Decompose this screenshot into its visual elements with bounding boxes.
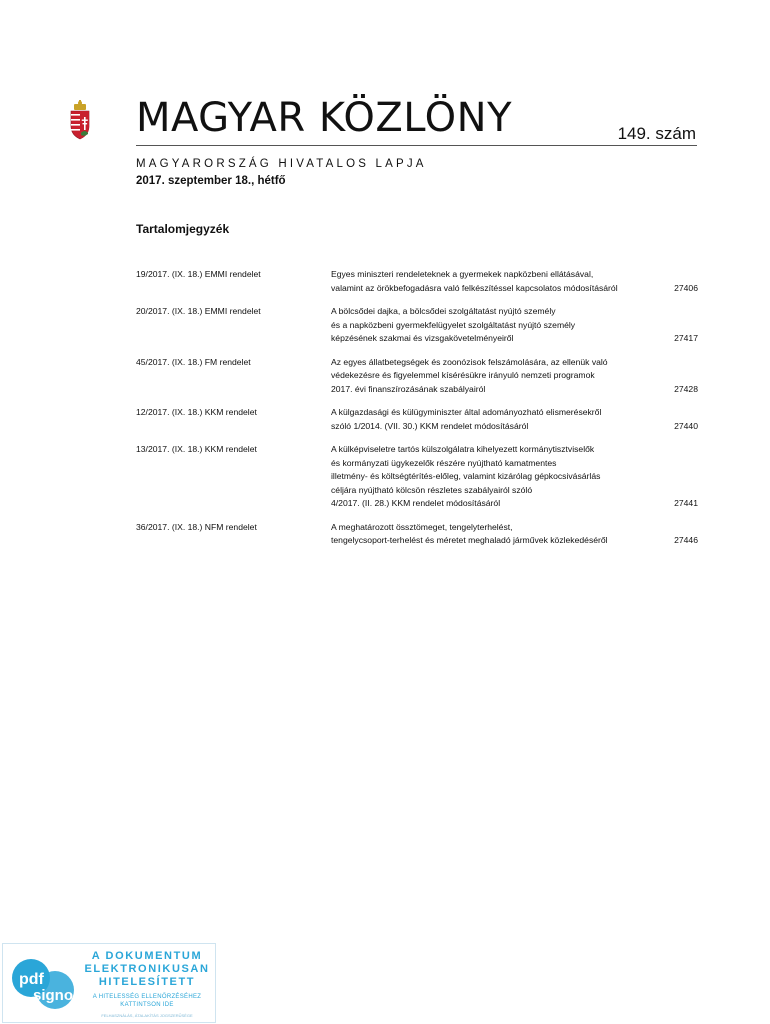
toc-entry-description (331, 305, 658, 346)
toc-entry-line: Az egyes állatbetegségek és zoonózisok felszámolására, az ellenük való (331, 356, 608, 367)
toc-entry-line: A meghatározott össztömeget, tengelyterhelést, (331, 521, 513, 532)
toc-entry-line: valamint az örökbefogadásra való felkészítéssel kapcsolatos módosításáról (331, 282, 618, 293)
toc-entry-description (331, 521, 658, 548)
table-of-contents (136, 268, 698, 548)
toc-entry-line: A bölcsődei dajka, a bölcsődei szolgáltatást nyújtó személy (331, 306, 556, 316)
toc-entry-page: 27417 (674, 333, 698, 343)
toc-entry-description (331, 268, 658, 295)
publication-date: 2017. szeptember 18., hétfő (136, 175, 286, 187)
toc-entry-line: A külgazdasági és külügyminiszter által adományozható elismerésekről (331, 407, 602, 417)
toc-entry-line: képzésének szakmai és vizsgakövetelményeiről (331, 333, 514, 343)
publication-subtitle: MAGYARORSZÁG HIVATALOS LAPJA (136, 158, 427, 170)
toc-entry-description (331, 356, 658, 397)
toc-entry-line: Egyes miniszteri rendeleteknek a gyermekek napközbeni ellátásával, (331, 269, 594, 279)
toc-entry-line: védekezésre és figyelemmel kísérésükre irányuló nemzeti programok (331, 370, 595, 380)
pdfsigno-logo-icon (9, 954, 81, 1012)
toc-entry-line: szóló 1/2014. (VII. 30.) KKM rendelet módosításáról (331, 420, 529, 431)
logo-text-signo: signo (33, 987, 73, 1004)
issue-number: 149. szám (617, 124, 696, 143)
header-divider (136, 145, 697, 146)
toc-entry-reference: 12/2017. (IX. 18.) KKM rendelet (136, 407, 257, 417)
toc-entry-page: 27428 (674, 383, 698, 394)
toc-entry-description (331, 443, 658, 511)
toc-entry-reference: 45/2017. (IX. 18.) FM rendelet (136, 356, 251, 367)
toc-entry[interactable] (136, 268, 698, 295)
logo-text-pdf: pdf (19, 971, 44, 988)
toc-entry[interactable] (136, 305, 698, 346)
toc-entry-page: 27446 (674, 535, 698, 545)
badge-line: ELEKTRONIKUSAN (84, 963, 210, 975)
toc-entry-line: tengelycsoport-terhelést és méretet meghaladó járművek közlekedéséről (331, 535, 608, 545)
toc-entry-page: 27406 (674, 282, 698, 293)
toc-entry-reference: 13/2017. (IX. 18.) KKM rendelet (136, 444, 257, 454)
toc-entry[interactable] (136, 406, 698, 433)
toc-entry-line: és a napközbeni gyermekfelügyelet szolgáltatást nyújtó személy (331, 319, 576, 330)
toc-entry-page: 27440 (674, 420, 698, 431)
badge-verify-line: A HITELESSÉG ELLENŐRZÉSÉHEZ (92, 994, 202, 1000)
toc-entry-line: 4/2017. (II. 28.) KKM rendelet módosításáról (331, 498, 501, 508)
badge-line: A DOKUMENTUM (91, 950, 203, 962)
toc-entry[interactable] (136, 356, 698, 397)
e-signature-badge[interactable] (2, 943, 216, 1023)
toc-entry-reference: 19/2017. (IX. 18.) EMMI rendelet (136, 269, 261, 279)
toc-entry-line: és kormányzati ügykezelők részére nyújtható kamatmentes (331, 457, 557, 468)
toc-heading: Tartalomjegyzék (136, 222, 230, 236)
toc-entry-line: céljára nyújtható kölcsön részletes szabályairól szóló (331, 484, 533, 495)
toc-entry[interactable] (136, 521, 698, 548)
toc-entry-description (331, 406, 658, 433)
toc-entry-line: 2017. évi finanszírozásának szabályairól (331, 383, 486, 394)
badge-footnote: FELHASZNÁLÁS, ÁTALAKÍTÁS JOGSZERŰSÉGE (101, 1013, 193, 1018)
toc-entry[interactable] (136, 443, 698, 511)
toc-entry-reference: 36/2017. (IX. 18.) NFM rendelet (136, 521, 257, 532)
coat-of-arms-icon (68, 100, 92, 140)
badge-click-here[interactable]: KATTINTSON IDE (120, 1001, 174, 1008)
toc-entry-page: 27441 (674, 498, 698, 508)
badge-line: HITELESÍTETT (98, 976, 196, 988)
publication-title: MAGYAR KÖZLÖNY (136, 95, 513, 141)
toc-entry-line: illetmény- és költségtérítés-előleg, valamint kizárólag gépkocsivásárlás (331, 471, 601, 481)
badge-text (83, 950, 211, 1019)
toc-entry-reference: 20/2017. (IX. 18.) EMMI rendelet (136, 306, 261, 316)
toc-entry-line: A külképviseletre tartós külszolgálatra kihelyezett kormánytisztviselők (331, 444, 595, 454)
